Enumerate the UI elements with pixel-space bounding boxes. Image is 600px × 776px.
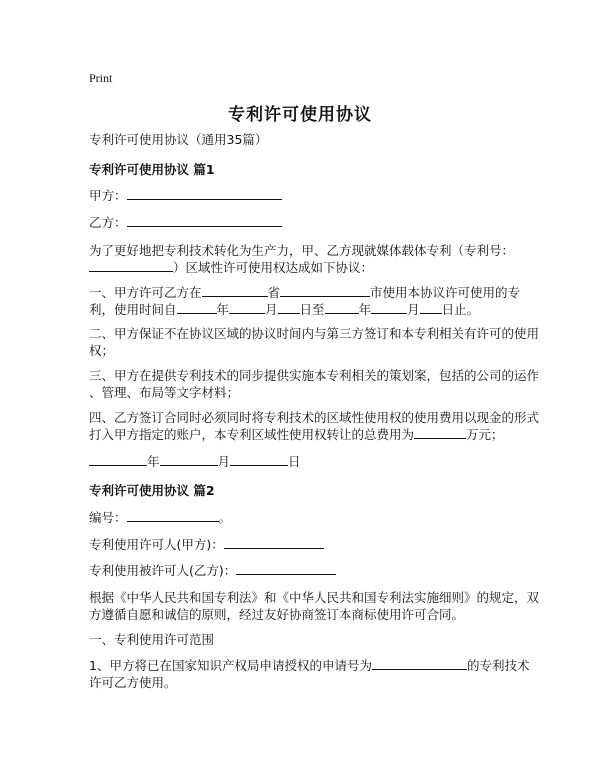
item1-text-a: 1、甲方将已在国家知识产权局申请授权的申请号为 <box>89 658 372 673</box>
party-a-line <box>89 186 519 206</box>
contract-number-blank <box>127 508 219 522</box>
clause4-line-1: 四、乙方签订合同时必须同时将专利技术的区域性使用权的使用费用以现金的形式 <box>89 410 540 425</box>
sign-day-label: 日 <box>288 454 301 469</box>
print-label[interactable]: Print <box>89 71 113 85</box>
patent-number-blank <box>89 258 173 272</box>
licensor-label: 专利使用许可人(甲方)： <box>89 537 224 552</box>
contract-number-end: 。 <box>218 510 232 525</box>
clause1-text-e: 年 <box>216 302 230 317</box>
item1-line-2: 许可乙方使用。 <box>89 675 177 690</box>
licensee-label: 专利使用被许可人(乙方)： <box>89 563 237 578</box>
province-blank <box>202 283 268 297</box>
basis-line-1: 根据《中华人民共和国专利法》和《中华人民共和国专利法实施细则》的规定，双 <box>89 590 540 605</box>
section-heading-part1: 专利许可使用协议 篇1 <box>89 162 215 177</box>
clause3-line-1: 三、甲方在提供专利技术的同步提供实施本专利相关的策划案，包括的公司的运作 <box>89 368 540 383</box>
end-year-blank <box>325 300 359 314</box>
clause1-text-f: 月 <box>265 302 278 317</box>
clause1-text-b: 省 <box>267 285 281 300</box>
clause4-line-2 <box>89 425 519 445</box>
clause1-text-c: 市使用本协议许可使用的专 <box>370 285 521 300</box>
start-month-blank <box>229 300 265 314</box>
section-heading-part2: 专利许可使用协议 篇2 <box>89 483 215 498</box>
party-b-blank <box>127 213 282 227</box>
contract-number-line <box>89 508 519 528</box>
sign-month-blank <box>160 452 218 466</box>
clause4-text-b: 打入甲方指定的账户，本专利区域性使用权转让的总费用为 <box>89 427 415 442</box>
application-number-blank <box>372 656 467 670</box>
clause1-text-g: 日至 <box>299 302 325 317</box>
licensor-blank <box>224 535 324 549</box>
clause2-line-1: 二、甲方保证不在协议区域的协议时间内与第三方签订和本专利相关有许可的使用 <box>89 326 540 341</box>
intro-line-1: 为了更好地把专利技术转化为生产力，甲、乙方现就媒体载体专利（专利号： <box>89 243 515 258</box>
licensee-line <box>89 561 519 581</box>
clause1-text-a: 一、甲方许可乙方在 <box>89 285 202 300</box>
sign-month-label: 月 <box>217 454 231 469</box>
clause1-text-h: 年 <box>358 302 372 317</box>
end-month-blank <box>371 300 407 314</box>
city-blank <box>280 283 370 297</box>
document-title: 专利许可使用协议 <box>228 105 372 125</box>
clause4-text-c: 万元； <box>466 427 504 442</box>
signature-date-line <box>89 452 519 472</box>
party-a-blank <box>127 186 282 200</box>
item1-text-b: 的专利技术 <box>466 658 530 673</box>
sign-year-blank <box>89 452 147 466</box>
licensee-blank <box>236 561 336 575</box>
contract-number-label: 编号： <box>89 510 127 525</box>
basis-line-2: 方遵循自愿和诚信的原则，经过友好协商签订本商标使用许可合同。 <box>89 607 465 622</box>
intro-line-2-text: ）区域性许可使用权达成如下协议： <box>173 260 374 275</box>
section-license-scope: 一、专利使用许可范围 <box>89 632 215 647</box>
intro-line-2 <box>89 258 519 278</box>
document-subtitle: 专利许可使用协议（通用35篇） <box>89 132 268 147</box>
clause1-text-j: 日止。 <box>441 302 480 317</box>
end-day-blank <box>420 300 442 314</box>
clause1-text-i: 月 <box>407 302 420 317</box>
party-b-label: 乙方： <box>89 215 127 230</box>
clause2-line-2: 权； <box>89 343 115 358</box>
start-day-blank <box>278 300 300 314</box>
sign-year-label: 年 <box>147 454 160 469</box>
licensor-line <box>89 535 519 555</box>
clause1-text-d: 利，使用时间自 <box>89 302 177 317</box>
party-a-label: 甲方： <box>89 188 127 203</box>
clause1-line-2 <box>89 300 519 320</box>
party-b-line <box>89 213 519 233</box>
sign-day-blank <box>230 452 288 466</box>
start-year-blank <box>177 300 217 314</box>
total-fee-blank <box>414 425 466 439</box>
clause3-line-2: 、管理、布局等文字材料； <box>89 385 240 400</box>
